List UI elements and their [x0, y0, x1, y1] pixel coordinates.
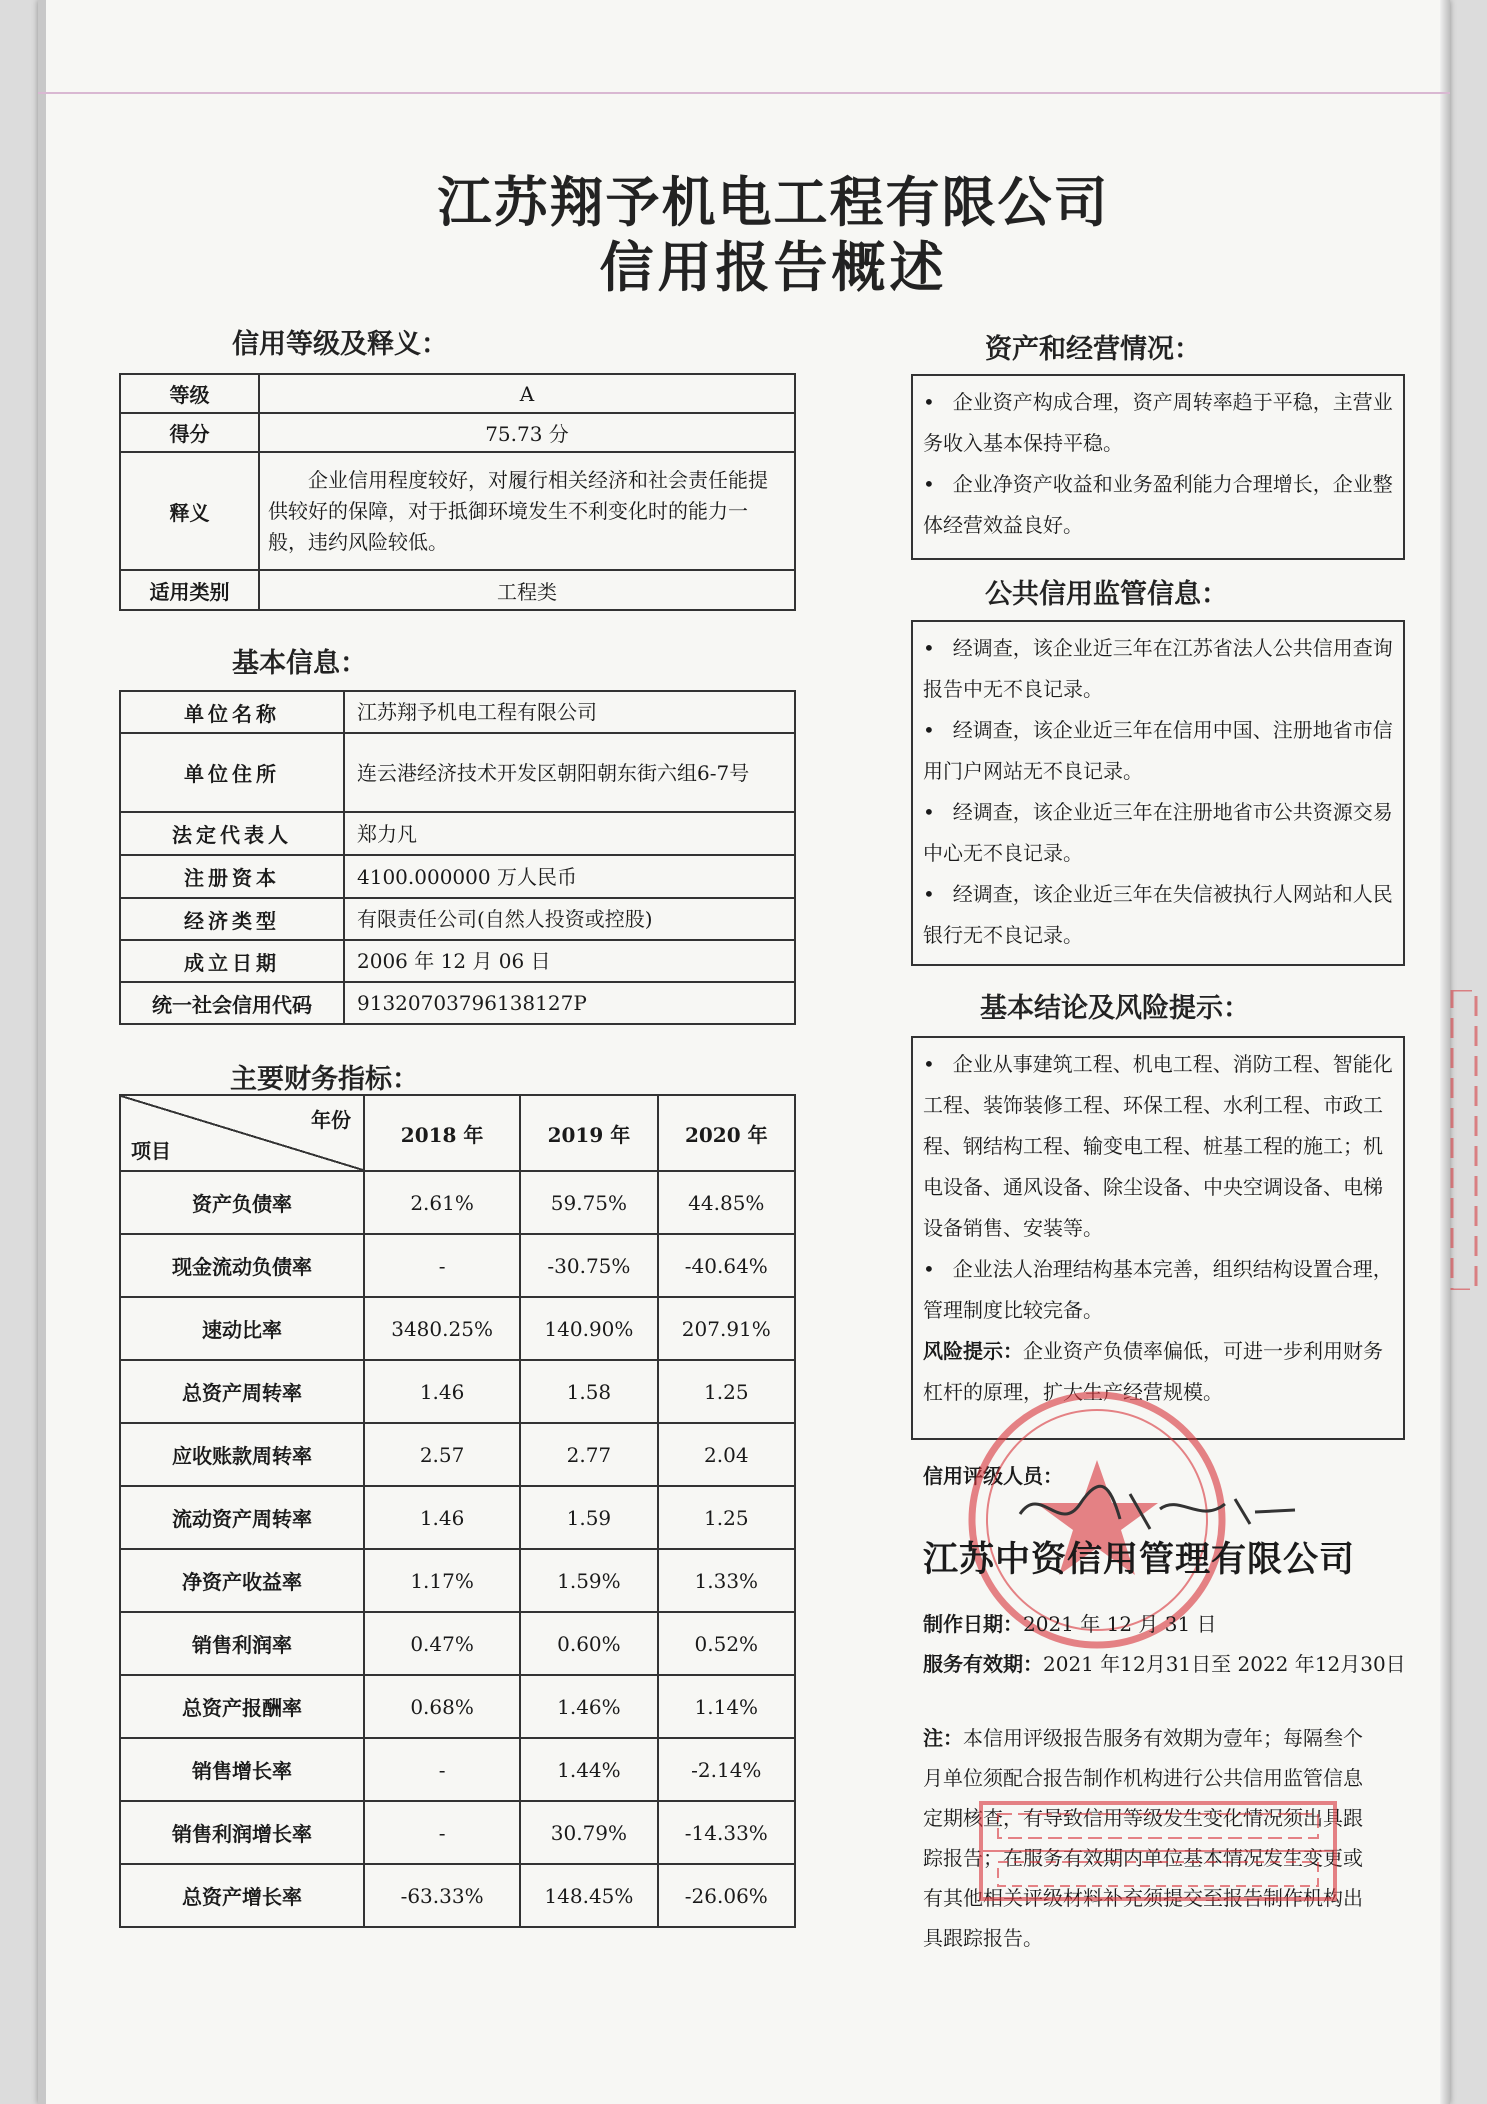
metric-value: 0.60% [520, 1612, 657, 1675]
conclusion-item: 企业法人治理结构基本完善，组织结构设置合理，管理制度比较完备。 [923, 1257, 1393, 1322]
rating-category-value: 工程类 [259, 570, 795, 610]
date-value: 2021 年 12 月 31 日 [1023, 1612, 1217, 1636]
metric-value: -40.64% [658, 1234, 795, 1297]
metric-value: 1.46 [364, 1360, 520, 1423]
metric-value: 1.59% [520, 1549, 657, 1612]
rating-company-name: 江苏中资信用管理有限公司 [923, 1540, 1356, 1580]
basic-value-address: 连云港经济技术开发区朝阳朝东街六组6-7号 [344, 733, 795, 812]
list-item [923, 710, 1393, 792]
metric-value: 0.68% [364, 1675, 520, 1738]
rating-meaning-value: 企业信用程度较好，对履行相关经济和社会责任能提供较好的保障，对于抵御环境发生不利变化时的能力一般，违约风险较低。 [259, 452, 795, 570]
corner-item-label: 项目 [131, 1139, 171, 1163]
basic-info-heading: 基本信息： [232, 648, 367, 679]
rating-grade-value: A [259, 374, 795, 413]
metric-label: 总资产周转率 [120, 1360, 364, 1423]
table-row [120, 898, 795, 940]
basic-label-type: 经济类型 [120, 898, 344, 940]
list-item [923, 1044, 1393, 1249]
metric-value: 30.79% [520, 1801, 657, 1864]
metric-value: 1.17% [364, 1549, 520, 1612]
table-row [120, 1675, 795, 1738]
assets-heading: 资产和经营情况： [985, 334, 1201, 365]
header-rule [38, 92, 1450, 94]
year-header: 2018 年 [364, 1095, 520, 1171]
metric-value: 0.52% [658, 1612, 795, 1675]
metric-value: 2.77 [520, 1423, 657, 1486]
basic-label-credit-code: 统一社会信用代码 [120, 982, 344, 1024]
rating-grade-label: 等级 [120, 374, 259, 413]
note-label: 注： [923, 1726, 963, 1750]
rating-table [119, 373, 796, 611]
validity-value: 2021 年12月31日至 2022 年12月30日 [1043, 1652, 1406, 1676]
table-row [120, 1612, 795, 1675]
bullet-icon: • [923, 636, 935, 660]
basic-label-legal-rep: 法定代表人 [120, 812, 344, 855]
year-header: 2020 年 [658, 1095, 795, 1171]
rating-heading: 信用等级及释义： [232, 329, 448, 360]
binding-left-edge [38, 0, 46, 2104]
metric-value: 140.90% [520, 1297, 657, 1360]
metric-label: 资产负债率 [120, 1171, 364, 1234]
rating-meaning-label: 释义 [120, 452, 259, 570]
bullet-icon: • [923, 800, 935, 824]
metric-label: 流动资产周转率 [120, 1486, 364, 1549]
bullet-icon: • [923, 390, 935, 414]
metric-label: 销售利润增长率 [120, 1801, 364, 1864]
basic-value-type: 有限责任公司(自然人投资或控股) [344, 898, 795, 940]
metric-value: -30.75% [520, 1234, 657, 1297]
table-row [120, 1423, 795, 1486]
date-label: 制作日期： [923, 1612, 1023, 1636]
bullet-icon: • [923, 1257, 935, 1281]
metric-label: 销售利润率 [120, 1612, 364, 1675]
metric-value: -14.33% [658, 1801, 795, 1864]
public-credit-item: 经调查，该企业近三年在失信被执行人网站和人民银行无不良记录。 [923, 882, 1393, 947]
metric-value: 44.85% [658, 1171, 795, 1234]
metric-label: 总资产报酬率 [120, 1675, 364, 1738]
basic-label-founded: 成立日期 [120, 940, 344, 982]
basic-value-founded: 2006 年 12 月 06 日 [344, 940, 795, 982]
production-date [923, 1608, 1217, 1637]
rating-category-label: 适用类别 [120, 570, 259, 610]
metric-value: - [364, 1738, 520, 1801]
table-row [120, 452, 795, 570]
table-row [120, 982, 795, 1024]
assets-item: 企业资产构成合理，资产周转率趋于平稳，主营业务收入基本保持平稳。 [923, 390, 1393, 455]
basic-info-table [119, 690, 796, 1025]
table-row [120, 1549, 795, 1612]
table-row [120, 1234, 795, 1297]
metric-value: - [364, 1234, 520, 1297]
metric-value: 1.25 [658, 1486, 795, 1549]
metric-label: 净资产收益率 [120, 1549, 364, 1612]
metric-value: - [364, 1801, 520, 1864]
list-item [923, 382, 1393, 464]
public-credit-item: 经调查，该企业近三年在注册地省市公共资源交易中心无不良记录。 [923, 800, 1393, 865]
financial-heading: 主要财务指标： [230, 1064, 419, 1095]
metric-value: 3480.25% [364, 1297, 520, 1360]
assets-item: 企业净资产收益和业务盈利能力合理增长，企业整体经营效益良好。 [923, 472, 1393, 537]
basic-value-legal-rep: 郑力凡 [344, 812, 795, 855]
metric-value: 1.14% [658, 1675, 795, 1738]
bullet-icon: • [923, 718, 935, 742]
metric-label: 现金流动负债率 [120, 1234, 364, 1297]
risk-label: 风险提示： [923, 1339, 1023, 1363]
table-row [120, 691, 795, 733]
public-credit-box [911, 620, 1405, 966]
list-item [923, 464, 1393, 546]
table-row [120, 812, 795, 855]
public-credit-item: 经调查，该企业近三年在信用中国、注册地省市信用门户网站无不良记录。 [923, 718, 1393, 783]
table-row [120, 570, 795, 610]
page-title-company: 江苏翔予机电工程有限公司 [437, 171, 1110, 234]
metric-value: 0.47% [364, 1612, 520, 1675]
list-item [923, 628, 1393, 710]
corner-year-label: 年份 [311, 1108, 351, 1132]
table-row [120, 733, 795, 812]
validity-label: 服务有效期： [923, 1652, 1043, 1676]
metric-value: 2.57 [364, 1423, 520, 1486]
assets-box [911, 374, 1405, 560]
table-row [120, 1171, 795, 1234]
table-row [120, 374, 795, 413]
bullet-icon: • [923, 882, 935, 906]
metric-label: 总资产增长率 [120, 1864, 364, 1927]
basic-value-capital: 4100.000000 万人民币 [344, 855, 795, 898]
list-item [923, 874, 1393, 956]
metric-value: 1.46% [520, 1675, 657, 1738]
metric-value: -63.33% [364, 1864, 520, 1927]
table-row [120, 1738, 795, 1801]
bullet-icon: • [923, 472, 935, 496]
conclusion-heading: 基本结论及风险提示： [980, 993, 1250, 1024]
metric-label: 应收账款周转率 [120, 1423, 364, 1486]
metric-value: 207.91% [658, 1297, 795, 1360]
table-row [120, 413, 795, 452]
metric-value: 1.46 [364, 1486, 520, 1549]
table-row [120, 1864, 795, 1927]
metric-value: 2.61% [364, 1171, 520, 1234]
metric-value: 1.58 [520, 1360, 657, 1423]
rater-label: 信用评级人员： [923, 1464, 1063, 1488]
metric-value: 1.44% [520, 1738, 657, 1801]
metric-value: -2.14% [658, 1738, 795, 1801]
risk-text: 企业资产负债率偏低，可进一步利用财务杠杆的原理，扩大生产经营规模。 [923, 1339, 1383, 1404]
table-corner-cell [120, 1095, 364, 1171]
metric-value: 1.25 [658, 1360, 795, 1423]
metric-value: 1.33% [658, 1549, 795, 1612]
note-text: 本信用评级报告服务有效期为壹年；每隔叁个月单位须配合报告制作机构进行公共信用监管信息定期核查，有导致信用等级发生变化情况须出具跟踪报告；在服务有效期内单位基本情况发生变更或有其他相关评级材料补充须提交至报告制作机构出具跟踪报告。 [923, 1726, 1363, 1950]
metric-value: 2.04 [658, 1423, 795, 1486]
basic-value-credit-code: 91320703796138127P [344, 982, 795, 1024]
table-row [120, 940, 795, 982]
table-row [120, 1486, 795, 1549]
list-item [923, 792, 1393, 874]
conclusion-item: 企业从事建筑工程、机电工程、消防工程、智能化工程、装饰装修工程、环保工程、水利工程、市政工程、钢结构工程、输变电工程、桩基工程的施工；机电设备、通风设备、除尘设备、中央空调设备、电梯设备销售、安装等。 [923, 1052, 1393, 1240]
page-title-report: 信用报告概述 [599, 236, 948, 299]
metric-value: -26.06% [658, 1864, 795, 1927]
metric-value: 148.45% [520, 1864, 657, 1927]
basic-label-capital: 注册资本 [120, 855, 344, 898]
filing-stamp-icon [978, 1800, 1338, 1902]
metric-label: 速动比率 [120, 1297, 364, 1360]
table-row [120, 1360, 795, 1423]
table-header-row [120, 1095, 795, 1171]
table-row [120, 1297, 795, 1360]
bullet-icon: • [923, 1052, 935, 1076]
basic-label-address: 单位住所 [120, 733, 344, 812]
public-credit-heading: 公共信用监管信息： [985, 579, 1228, 610]
rating-score-label: 得分 [120, 413, 259, 452]
metric-label: 销售增长率 [120, 1738, 364, 1801]
rating-score-value: 75.73 分 [259, 413, 795, 452]
list-item [923, 1249, 1393, 1331]
year-header: 2019 年 [520, 1095, 657, 1171]
table-row [120, 1801, 795, 1864]
metric-value: 59.75% [520, 1171, 657, 1234]
public-credit-item: 经调查，该企业近三年在江苏省法人公共信用查询报告中无不良记录。 [923, 636, 1393, 701]
metric-value: 1.59 [520, 1486, 657, 1549]
financial-table [119, 1094, 796, 1928]
service-validity [923, 1648, 1406, 1677]
table-row [120, 855, 795, 898]
basic-value-name: 江苏翔予机电工程有限公司 [344, 691, 795, 733]
edge-seal-icon [1448, 990, 1480, 1290]
basic-label-name: 单位名称 [120, 691, 344, 733]
conclusion-box [911, 1036, 1405, 1440]
